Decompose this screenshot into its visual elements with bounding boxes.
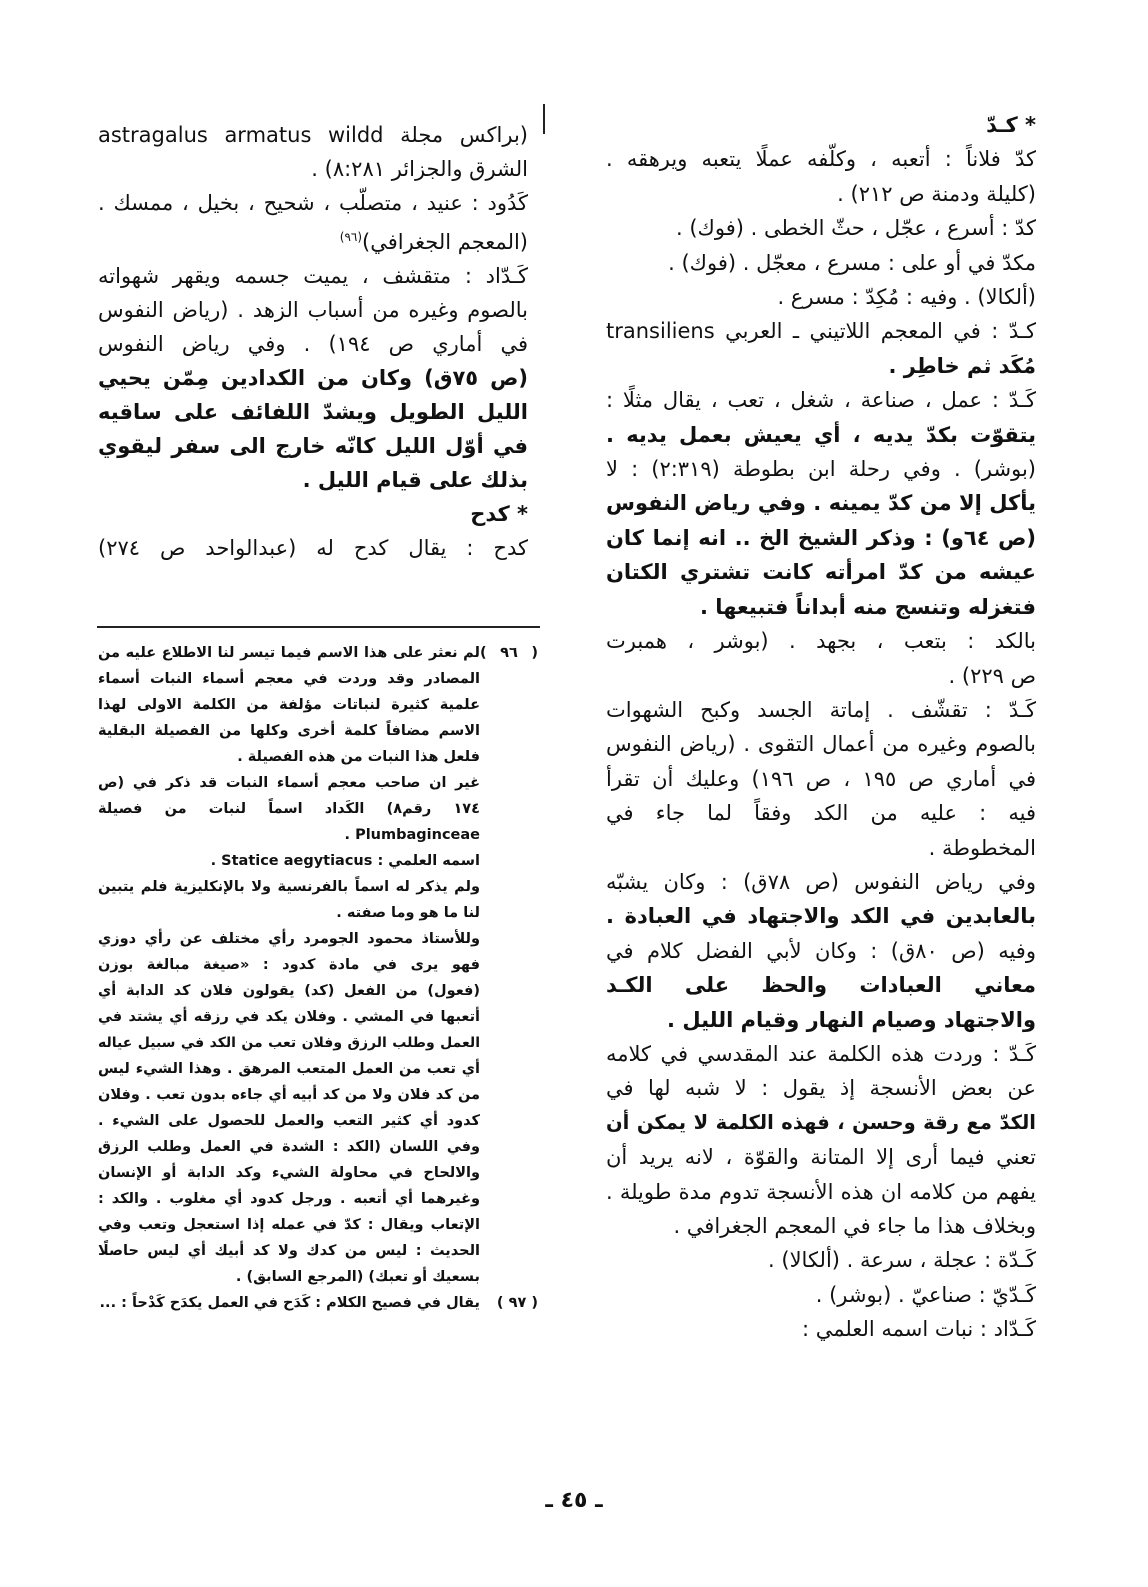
footnote-96-line: اسمه العلمي : Statice aegytiacus .: [210, 853, 480, 869]
right_column-line: بالكد : بتعب ، بجهد . (بوشر ، همبرت: [606, 629, 1036, 654]
right_column-line: مُكَد ثم خاطِر .: [888, 353, 1036, 378]
footnote-96-line: كدود أي كثير التعب والعمل للحصول على الشيء .: [98, 1113, 480, 1129]
right_column-line: كَـدّ : تقشّف . إماتة الجسد وكبح الشهوات: [606, 697, 1036, 722]
right_column-line: كَـدّ : وردت هذه الكلمة عند المقدسي في كلامه: [606, 1041, 1036, 1066]
footnote-96-line: الإتعاب ويقال : كدّ في عمله إذا استعجل وتعب وفي: [98, 1217, 480, 1233]
left_column-line: (ص ٧٥ق) وكان من الكدادين مِمّن يحيي: [98, 366, 528, 390]
footnote-96-line: فلعل هذا النبات من هذه الفصيلة .: [237, 749, 480, 765]
footnote-96-line: لنا ما هو وما صفته .: [336, 905, 480, 921]
footnote-96-line: وللأستاذ محمود الجومرد رأي مختلف عن رأي دوزي: [98, 931, 480, 947]
right_column-line: كدّ فلاناً : أتعبه ، وكلّفه عملًا يتعبه ويرهقه .: [606, 147, 1036, 172]
right_column-line: عيشه من كدّ امرأته كانت تشتري الكتان: [606, 560, 1036, 585]
footnote-96-number: ( ٩٦ ): [480, 645, 538, 661]
footnote-96-first-line: [98, 640, 538, 666]
right_column-line: وفي رياض النفوس (ص ٧٨ق) : وكان يشبّه: [606, 869, 1036, 894]
right_column-line: (بوشر) . وفي رحلة ابن بطوطة (٢:٣١٩) : لا: [606, 457, 1036, 482]
footnote-96-line: أتعبها في المشي . وفلان يكد في رزقه أي يشتد في: [98, 1009, 480, 1025]
right_column-line: يتقوّت بكدّ يديه ، أي يعيش بعمل يديه .: [606, 422, 1036, 447]
footnote-96-line: فهو يرى في مادة كدود : «صيغة مبالغة بوزن: [98, 957, 480, 973]
left_column-line: في أماري ص ١٩٤) . وفي رياض النفوس: [98, 332, 528, 356]
right_column-line: (ألكالا) . وفيه : مُكِدّ : مسرع .: [777, 285, 1036, 310]
footnote-96-line: Plumbaginceae .: [344, 827, 480, 843]
footnote-97-text: يقال في فصيح الكلام : كَدَح في العمل يكدَح كَدْحاً : ...: [99, 1295, 480, 1311]
footnote-96-line: ولم يذكر له اسماً بالفرنسية ولا بالإنكليزية فلم يتبين: [98, 879, 480, 895]
footnote-96-line: بسعيك أو تعبك) (المرجع السابق) .: [235, 1269, 480, 1285]
footnote-96-line: والالحاح في محاولة الشيء وكد الدابة أو الإنسان: [98, 1165, 480, 1181]
footnote-96-line: علمية كثيرة لنباتات مؤلفة من الكلمة الاولى لهذا: [98, 697, 480, 713]
left_column-line: بالصوم وغيره من أسباب الزهد . (رياض النفوس: [98, 298, 528, 322]
right_column-line: بالصوم وغيره من أعمال التقوى . (رياض النفوس: [606, 732, 1036, 757]
left_column-line: كدح : يقال كدح له (عبدالواحد ص ٢٧٤): [98, 536, 528, 560]
left_column-line: (براكس مجلة astragalus armatus wildd: [98, 123, 528, 147]
right_column-line: كدّ : أسرع ، عجّل ، حثّ الخطى . (فوك) .: [676, 216, 1036, 241]
column-separator: [543, 104, 545, 134]
footnote-96-line: الاسم مضافاً كلمة أخرى وكلها من الفصيلة البقلية: [98, 723, 480, 739]
left_column-line: في أوّل الليل كانّه خارج الى سفر ليقوي: [98, 434, 528, 458]
footnotes: [98, 640, 538, 1316]
left_column-line: * كدح: [470, 502, 528, 526]
right_column-line: الكدّ مع رقة وحسن ، فهذه الكلمة لا يمكن أن: [606, 1110, 1036, 1134]
right_column-line: معاني العبادات والحظ على الكـد: [606, 973, 1036, 998]
right_column-line: كَـدّيّ : صناعيّ . (بوشر) .: [815, 1282, 1036, 1307]
footnote-96-line: المصادر وقد وردت في معجم أسماء النبات أسماء: [98, 671, 480, 687]
right_column-line: مكدّ في أو على : مسرع ، معجّل . (فوك) .: [668, 250, 1036, 275]
right_column-line: في أماري ص ١٩٥ ، ص ١٩٦) وعليك أن تقرأ: [606, 766, 1036, 791]
right_column-line: كَـدّاد : نبات اسمه العلمي :: [801, 1317, 1036, 1342]
footnote-96-body: [98, 666, 538, 1290]
footnote-96-line: لم نعثر على هذا الاسم فيما تيسر لنا الاطلاع عليه من: [98, 645, 480, 661]
right_column-line: وفيه (ص ٨٠ق) : وكان لأبي الفضل كلام في: [606, 938, 1036, 963]
footnote-96-line: أي تعب من العمل المتعب المرهق . وهذا الشيء ليس: [98, 1061, 480, 1077]
left_column-line: الشرق والجزائر ٨:٢٨١) .: [311, 157, 528, 181]
footnote-96-line: العمل وطلب الرزق وفلان تعب من الكد في سبيل عياله: [98, 1035, 480, 1051]
right_column-line: ص ٢٢٩) .: [948, 663, 1036, 688]
right_column-line: تعني فيما أرى إلا المتانة والقوّة ، لانه يريد أن: [606, 1145, 1036, 1170]
page-number: ـ ٤٥ ـ: [545, 1488, 603, 1513]
footnote-96-line: الحديث : ليس من كدك ولا كد أبيك أي ليس حاصلًا: [98, 1243, 480, 1259]
footnote-96-line: من كد فلان ولا من كد أبيه أي جاءه بدون تعب . وفلان: [98, 1087, 480, 1103]
footnote-96-line: (فعول) من الفعل (كد) يقولون فلان كد الدابة أي: [98, 983, 480, 999]
right_column-line: وبخلاف هذا ما جاء في المعجم الجغرافي .: [673, 1214, 1036, 1238]
right_column-line: يفهم من كلامه ان هذه الأنسجة تدوم مدة طويلة .: [606, 1179, 1036, 1204]
right_column-line: (ص ٦٤و) : وذكر الشيخ الخ .. انه إنما كان: [606, 525, 1036, 550]
footnote-96-line: غير ان صاحب معجم أسماء النبات قد ذكر في (ص: [98, 775, 480, 791]
right_column-line: بالعابدين في الكد والاجتهاد في العبادة .: [606, 904, 1036, 929]
right_column-line: يأكل إلا من كدّ يمينه . وفي رياض النفوس: [606, 491, 1036, 516]
footnote-96-line: وفي اللسان (الكد : الشدة في العمل وطلب الرزق: [98, 1139, 480, 1155]
left_column-line: بذلك على قيام الليل .: [302, 468, 528, 492]
right_column-line: فيه : عليه من الكد وفقاً لما جاء في: [606, 801, 1036, 826]
footnote-ref: (٩٦): [339, 230, 363, 244]
footnote-97: [98, 1290, 538, 1316]
footnote-divider: [97, 626, 540, 628]
left_column-line: (المعجم الجغرافي)$^{(٩٦)}$: [339, 230, 528, 254]
right_column-line: (كليلة ودمنة ص ٢١٢) .: [837, 181, 1036, 206]
right-column: [606, 108, 1036, 1347]
right_column-line: المخطوطة .: [928, 835, 1036, 860]
footnote-96-line: وغيرهما أي أتعبه . ورجل كدود أي مغلوب . والكد :: [98, 1191, 480, 1207]
right_column-line: * كـدّ: [986, 113, 1036, 137]
right_column-line: عن بعض الأنسجة إذ يقول : لا شبه لها في: [606, 1076, 1036, 1101]
left_column-line: كَـدّاد : متقشف ، يميت جسمه ويقهر شهواته: [98, 264, 528, 288]
right_column-line: كَـدّة : عجلة ، سرعة . (ألكالا) .: [768, 1248, 1036, 1273]
left_column-line: كَدُود : عنيد ، متصلّب ، شحيح ، بخيل ، ممسك .: [98, 191, 528, 215]
right_column-line: والاجتهاد وصيام النهار وقيام الليل .: [667, 1007, 1036, 1032]
right_column-line: فتغزله وتنسج منه أبداناً فتبيعها .: [700, 594, 1036, 619]
right_column-line: كـدّ : في المعجم اللاتيني ـ العربي transiliens: [606, 319, 1036, 344]
left_column-line: الليل الطويل ويشدّ اللفائف على ساقيه: [98, 400, 528, 424]
footnote-96-line: ١٧٤ رقم٨) الكَداد اسماً لنبات من فصيلة: [98, 801, 480, 817]
footnote-97-number: ( ٩٧ ): [496, 1295, 538, 1311]
left-column: [98, 118, 528, 565]
right_column-line: كَـدّ : عمل ، صناعة ، شغل ، تعب ، يقال مثلًا :: [606, 388, 1036, 413]
